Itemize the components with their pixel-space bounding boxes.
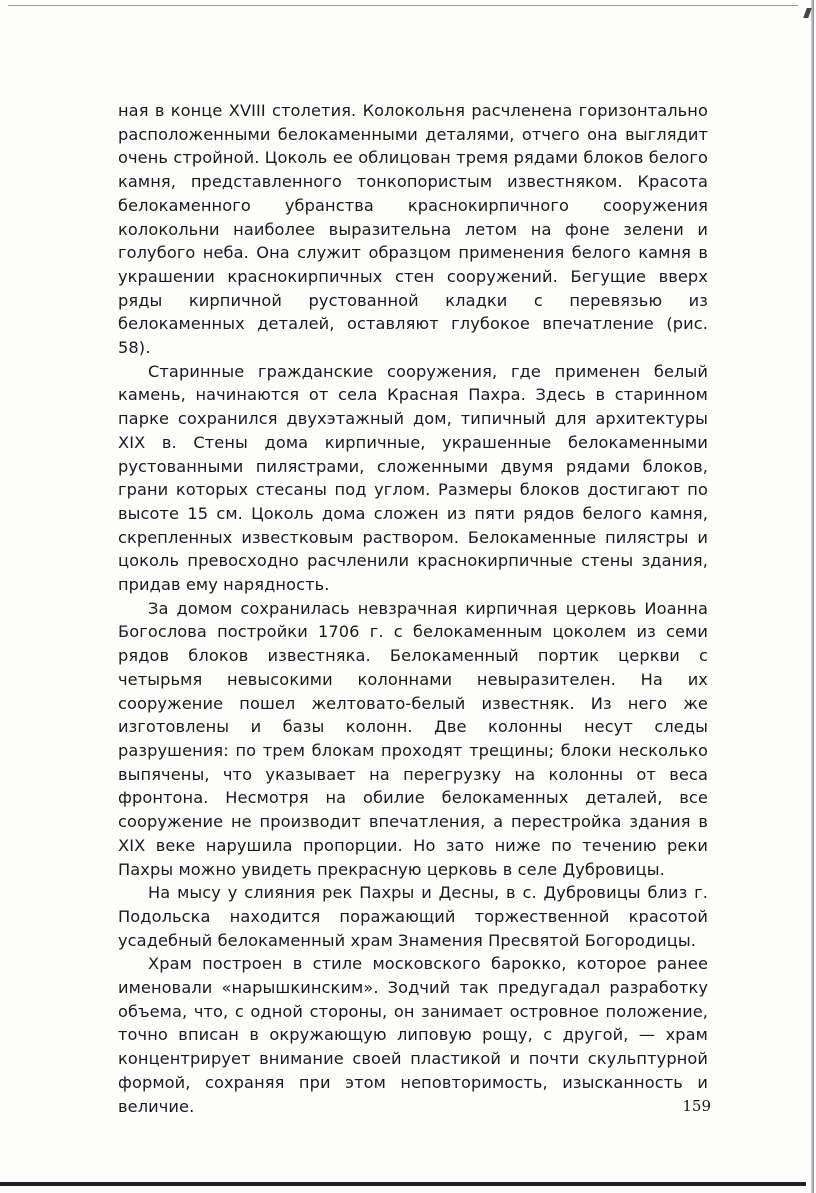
paragraph-4: На мысу у слияния рек Пахры и Десны, в с. Дубровицы близ г. Подольска находится поражающий торжественной красотой усадебный белокаменный храм Знамения Пресвятой Богородицы. (118, 883, 708, 950)
body-text (118, 99, 708, 1118)
paragraph-2: Старинные гражданские сооружения, где применен белый камень, начинаются от села Красная Пахра. Здесь в старинном парке сохранился двухэтажный дом, типичный для архитектуры XIX в. Стены дома кирпичные, украшенные белокаменными рустованными пилястрами, сложенными двумя рядами блоков, грани которых стесаны под углом. Размеры блоков достигают по высоте 15 см. Цоколь дома сложен из пяти рядов белого камня, скрепленных известковым раствором. Белокаменные пилястры и цоколь превосходно расчленили краснокирпичные стены здания, придав ему нарядность. (118, 361, 708, 595)
paragraph-1: ная в конце XVIII столетия. Колокольня расчленена горизонтально расположенными белокаменными деталями, отчего она выглядит очень стройной. Цоколь ее облицован тремя рядами блоков белого камня, представленного тонкопористым известняком. Красота белокаменного убранства краснокирпичного сооружения колокольни наиболее выразительна летом на фоне зелени и голубого неба. Она служит образцом применения белого камня в украшении краснокирпичных стен сооружений. Бегущие вверх ряды кирпичной рустованной кладки с перевязью из белокаменных деталей, оставляют глубокое впечатление (рис. 58). (118, 101, 708, 358)
top-scan-edge (8, 5, 798, 6)
paragraph-3: За домом сохранилась невзрачная кирпичная церковь Иоанна Богослова постройки 1706 г. с белокаменным цоколем из семи рядов блоков известняка. Белокаменный портик церкви с четырьмя невысокими колоннами невыразителен. На их сооружение пошел желтовато-белый известняк. Из него же изготовлены и базы колонн. Две колонны несут следы разрушения: по трем блокам проходят трещины; блоки несколько выпячены, что указывает на перегрузку на колонны от веса фронтона. Несмотря на обилие белокаменных деталей, все сооружение не производит впечатления, а перестройка здания в XIX веке нарушила пропорции. Но зато ниже по течению реки Пахры можно увидеть прекрасную церковь в селе Дубровицы. (118, 598, 708, 879)
right-scan-edge (811, 0, 814, 1193)
page-number: 159 (682, 1097, 711, 1115)
bottom-scan-edge (0, 1182, 806, 1186)
paragraph-5: Храм построен в стиле московского барокко, которое ранее именовали «нарышкинским». Зодчий так предугадал разработку объема, что, с одной стороны, он занимает островное положение, точно вписан в окружающую липовую рощу, с другой, — храм концентрирует внимание своей пластикой и почти скульптурной формой, сохраняя при этом неповторимость, изысканность и величие. (118, 954, 708, 1116)
